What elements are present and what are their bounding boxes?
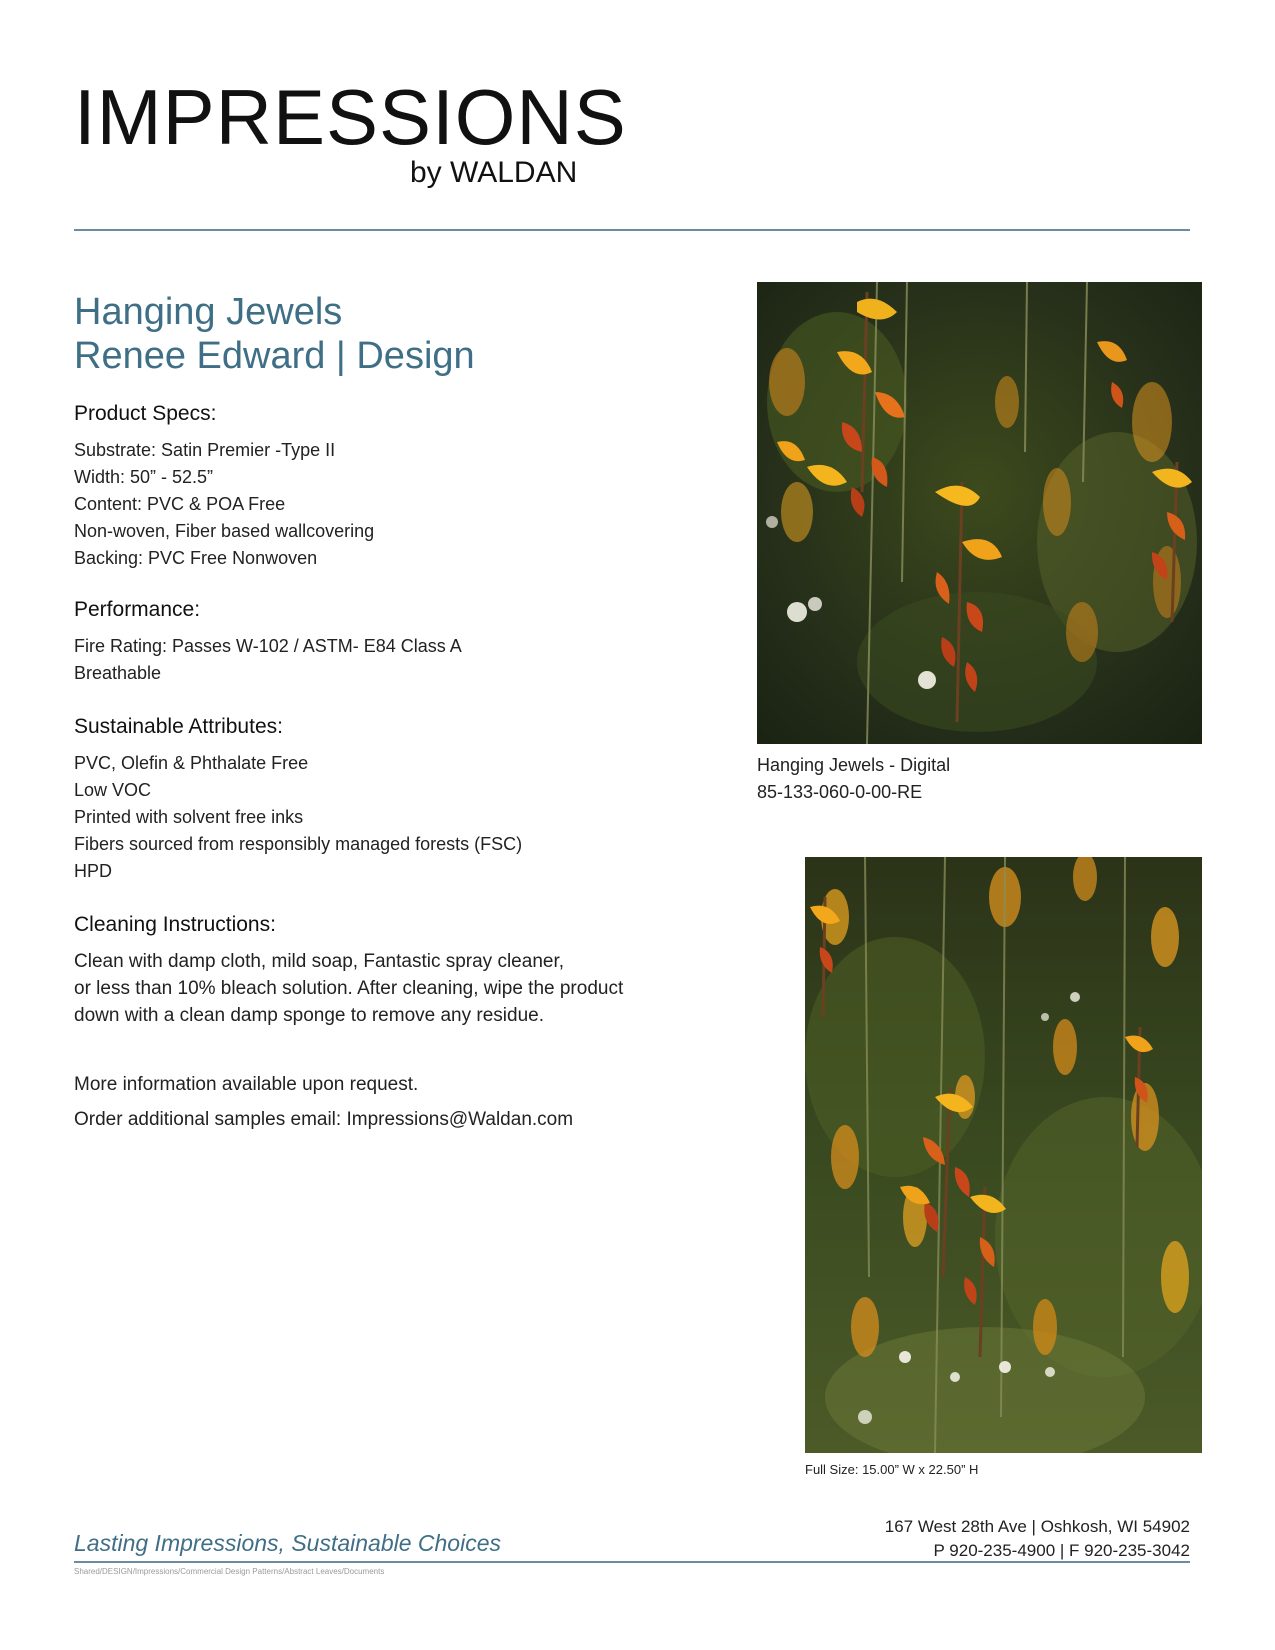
sustainable-list — [74, 750, 522, 885]
performance-heading: Performance: — [74, 598, 201, 621]
brand-title: IMPRESSIONS — [74, 73, 627, 161]
list-item: HPD — [74, 861, 113, 881]
product-name: Hanging Jewels — [74, 291, 343, 333]
sample-caption — [757, 752, 950, 806]
list-item: Printed with solvent free inks — [74, 807, 304, 827]
product-title-block — [74, 290, 475, 378]
list-item: Content: PVC & POA Free — [74, 494, 286, 514]
list-item: Fibers sourced from responsibly managed forests (FSC) — [74, 834, 523, 854]
list-item: Non-woven, Fiber based wallcovering — [74, 521, 375, 541]
sample-name: Hanging Jewels - Digital — [757, 755, 951, 775]
product-designer: Renee Edward | Design — [74, 335, 475, 377]
specs-list — [74, 437, 374, 572]
flower-photo-icon — [757, 282, 1202, 744]
list-item: Low VOC — [74, 780, 152, 800]
file-path-note: Shared/DESIGN/Impressions/Commercial Design Patterns/Abstract Leaves/Documents — [74, 1567, 385, 1576]
flower-photo-icon — [805, 857, 1202, 1453]
list-item: PVC, Olefin & Phthalate Free — [74, 753, 309, 773]
list-item: Breathable — [74, 663, 162, 683]
header-divider — [74, 229, 1190, 231]
specs-heading: Product Specs: — [74, 402, 217, 425]
list-item: Backing: PVC Free Nonwoven — [74, 548, 318, 568]
sustainable-heading: Sustainable Attributes: — [74, 715, 283, 738]
list-item: or less than 10% bleach solution. After cleaning, wipe the product — [74, 978, 624, 999]
cleaning-text — [74, 948, 623, 1029]
list-item: Fire Rating: Passes W-102 / ASTM- E84 Class A — [74, 636, 462, 656]
performance-list — [74, 633, 462, 687]
footer-divider — [74, 1561, 1190, 1563]
sample-sku: 85-133-060-0-00-RE — [757, 782, 923, 802]
brand-subtitle: by WALDAN — [410, 156, 578, 189]
footer-phone: P 920-235-4900 | F 920-235-3042 — [933, 1541, 1190, 1560]
list-item: Width: 50” - 52.5” — [74, 467, 214, 487]
list-item: Substrate: Satin Premier -Type II — [74, 440, 336, 460]
sample-image-primary — [757, 282, 1202, 744]
list-item: down with a clean damp sponge to remove any residue. — [74, 1005, 544, 1026]
sample-image-full — [805, 857, 1202, 1453]
footer-contact — [885, 1515, 1190, 1563]
cleaning-heading: Cleaning Instructions: — [74, 913, 276, 936]
full-size-note: Full Size: 15.00” W x 22.50” H — [805, 1462, 979, 1477]
footer-address: 167 West 28th Ave | Oshkosh, WI 54902 — [884, 1517, 1190, 1536]
more-info-text: More information available upon request. — [74, 1074, 419, 1095]
list-item: Clean with damp cloth, mild soap, Fantastic spray cleaner, — [74, 951, 565, 972]
footer-tagline: Lasting Impressions, Sustainable Choices — [74, 1530, 502, 1556]
order-samples-text: Order additional samples email: Impressions@Waldan.com — [74, 1109, 574, 1130]
